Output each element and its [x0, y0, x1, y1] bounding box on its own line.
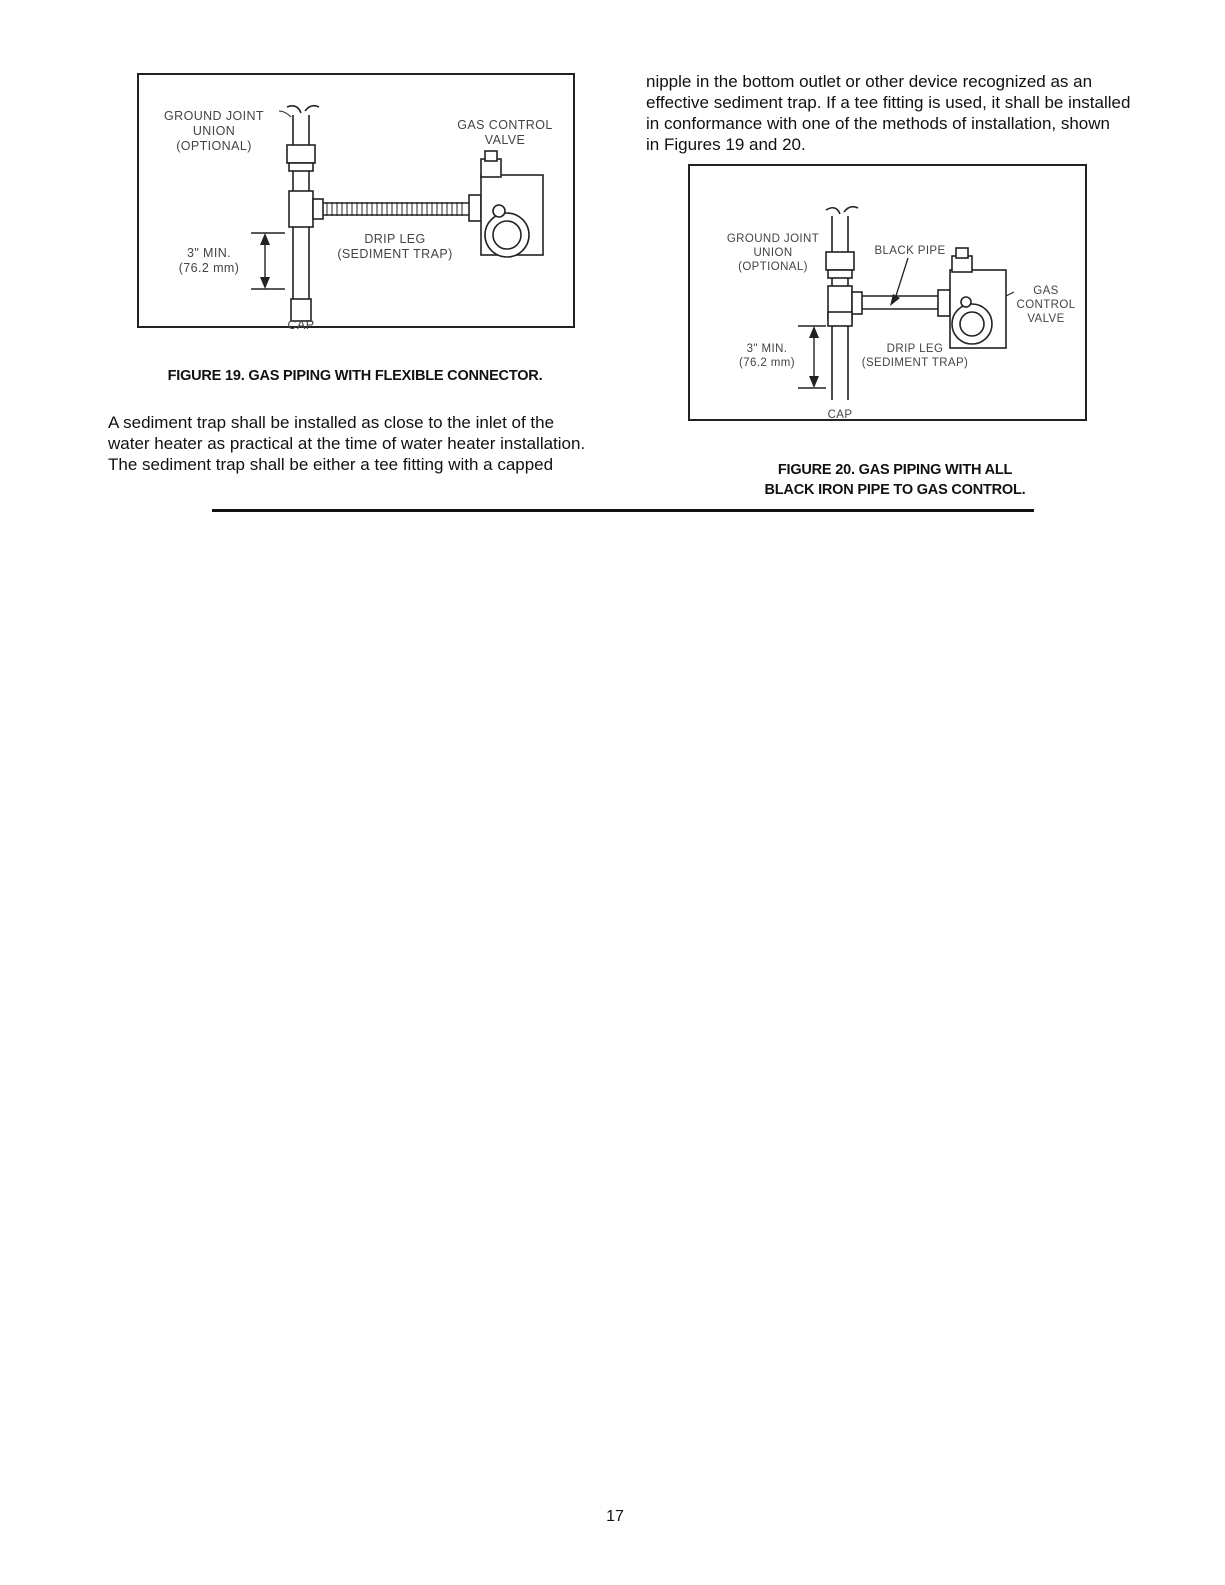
fig19-union-label: GROUND JOINT UNION (OPTIONAL): [164, 109, 264, 153]
fig20-union-label: GROUND JOINT UNION (OPTIONAL): [726, 233, 820, 273]
sediment-trap-paragraph-part2: nipple in the bottom outlet or other device recognized as an effective sediment trap. If a tee fitting is used, it shall be installed in conformance with one of the methods of installation, shown in Figures 19 and 20.: [646, 72, 1131, 154]
fig20-min-label: 3" MIN. (76.2 mm): [739, 343, 795, 369]
fig19-valve-label: GAS CONTROL VALVE: [457, 118, 553, 147]
fig19-cap-label: CAP: [287, 318, 315, 332]
fig20-cap-label: CAP: [827, 409, 853, 421]
figure-19-diagram: [137, 73, 575, 332]
page-number: 17: [606, 1508, 624, 1525]
figure-20-diagram: [688, 164, 1087, 421]
sediment-trap-paragraph-part1: A sediment trap shall be installed as close to the inlet of the water heater as practical at the time of water heater installation. The sediment trap shall be either a tee fitting with a capped: [108, 413, 586, 474]
fig19-drip-leg-label: DRIP LEG (SEDIMENT TRAP): [337, 232, 453, 261]
fig20-black-pipe-label: BLACK PIPE: [874, 245, 946, 257]
fig19-min-label: 3" MIN. (76.2 mm): [178, 246, 240, 275]
section-divider: [212, 509, 1034, 512]
fig20-valve-label: GAS CONTROL VALVE: [1016, 285, 1076, 325]
fig20-drip-leg-label: DRIP LEG (SEDIMENT TRAP): [861, 343, 969, 369]
figure-20-caption: FIGURE 20. GAS PIPING WITH ALL BLACK IRON PIPE TO GAS CONTROL.: [764, 462, 1026, 498]
figure-19-caption: FIGURE 19. GAS PIPING WITH FLEXIBLE CONNECTOR.: [167, 368, 543, 384]
